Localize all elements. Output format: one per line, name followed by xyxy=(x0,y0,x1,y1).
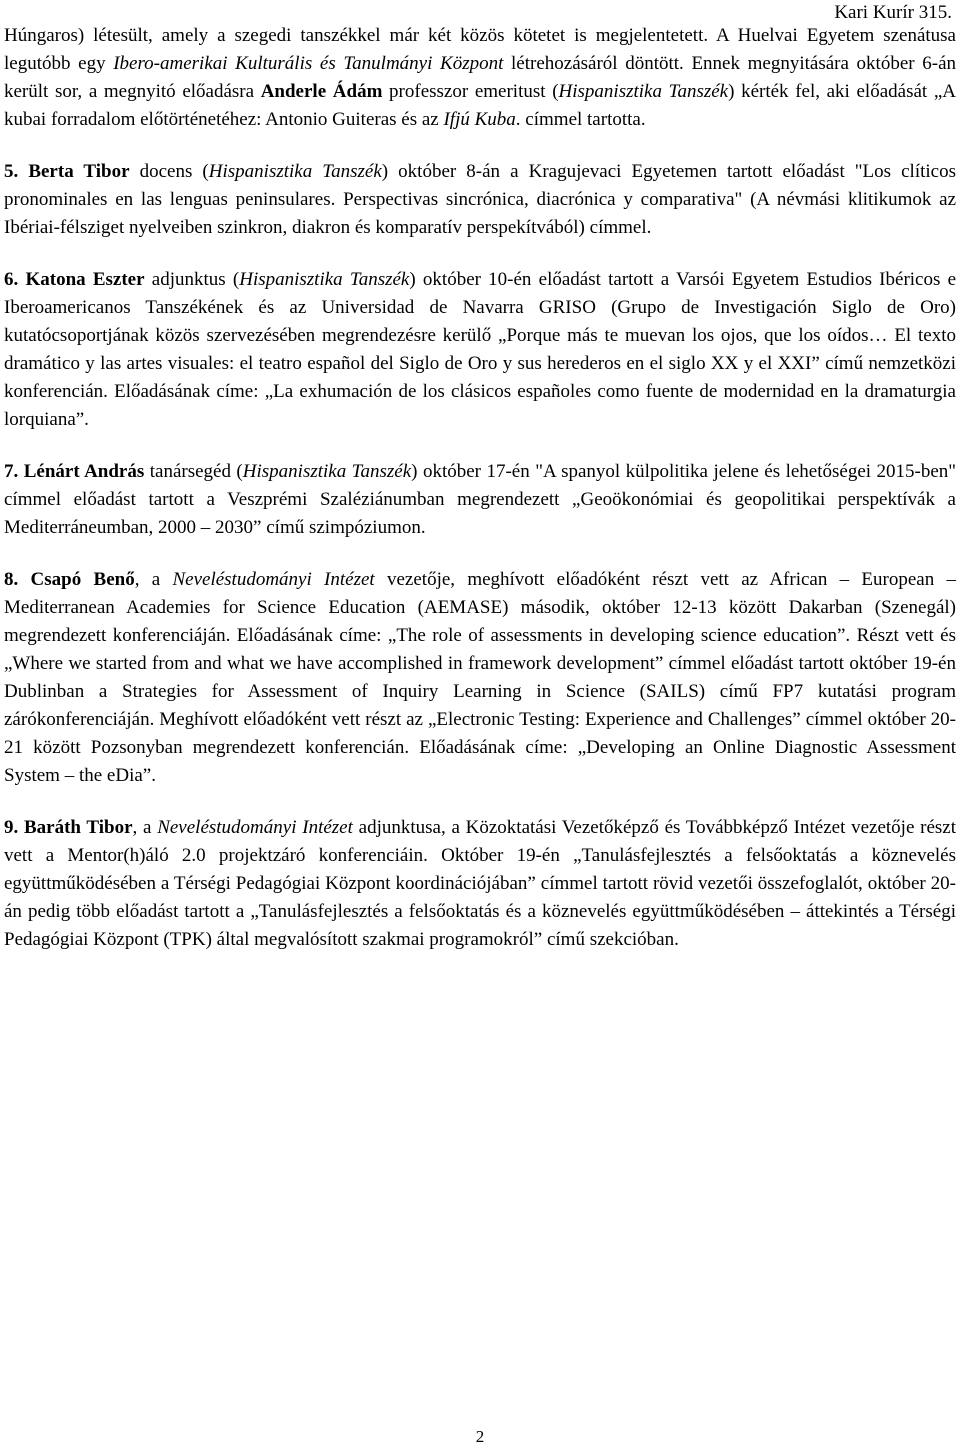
paragraph-text: ) október 10-én előadást tartott a Varsói Egyetem Estudios Ibéricos e Iberoamericanos Tanszékének és az Universidad de Navarra GRISO (Grupo de Investigación Siglo de Oro) kutatócsoportjának közös szervezésében megrendezésre kerülő „Porque más te muevan los ojos, que los oídos… El texto dramático y las artes visuales: el teatro español del Siglo de Oro y sus herederos en el siglo XX y el XXI” című nemzetközi konferencián. Előadásának címe: „La exhumación de los clásicos españoles como fuente de modernidad en la dramaturgia lorquiana”. xyxy=(4,269,957,430)
news-item-5 xyxy=(4,158,956,242)
paragraph-text: Húngaros) létesült, amely a szegedi tanszékkel már két közös kötetet is megjelentetett. A Huelvai Egyetem szenátusa legutóbb egy xyxy=(4,25,956,74)
paragraph-text: ) október 17-én "A spanyol külpolitika jelene és lehetőségei 2015-ben" címmel előadást tartott a Veszprémi Szaléziánumban megrendezett „Geoökonómiai és geopolitikai perspektívák a Mediterráneumban, 2000 – 2030” című szimpóziumon. xyxy=(4,461,957,538)
paragraph-text: adjunktus ( xyxy=(144,269,240,290)
paragraph-intro xyxy=(4,22,956,134)
paragraph-text: tanársegéd ( xyxy=(144,461,243,482)
item-number: 6. xyxy=(4,269,19,290)
department-name: Neveléstudományi Intézet xyxy=(157,817,353,838)
news-item-6 xyxy=(4,266,956,434)
person-name: Csapó Benő xyxy=(30,569,135,590)
news-item-8 xyxy=(4,566,956,790)
paragraph-text: , a xyxy=(134,569,173,590)
person-name: Baráth Tibor xyxy=(24,817,133,838)
page-header-title: Kari Kurír 315. xyxy=(834,2,952,23)
department-name: Hispanisztika Tanszék xyxy=(239,269,410,290)
item-number: 9. xyxy=(4,817,19,838)
person-name: Berta Tibor xyxy=(28,161,130,182)
paragraph-text: . címmel tartotta. xyxy=(515,109,646,130)
paragraph-text: létrehozásáról döntött. Ennek megnyitására október 6-án került sor, a megnyitó előadásra xyxy=(4,53,956,102)
department-name: Hispanisztika Tanszék xyxy=(558,81,729,102)
paragraph-text: ) október 8-án a Kragujevaci Egyetemen tartott előadást "Los clíticos pronominales en las lenguas peninsulares. Perspectivas sincrónica, diacrónica y comparativa" (A névmási klitikumok az Ibériai-félsziget nyelveiben szinkron, diakron és komparatív perspekítvából) címmel. xyxy=(4,161,956,238)
article-body xyxy=(4,22,956,978)
paragraph-text: , a xyxy=(132,817,158,838)
item-number: 7. xyxy=(4,461,19,482)
person-name: Anderle Ádám xyxy=(260,81,383,102)
person-name: Katona Eszter xyxy=(25,269,145,290)
paragraph-text: professzor emeritust ( xyxy=(382,81,559,102)
department-name: Hispanisztika Tanszék xyxy=(208,161,382,182)
center-name: Ibero-amerikai Kulturális és Tanulmányi Központ xyxy=(113,53,504,74)
department-name: Hispanisztika Tanszék xyxy=(242,461,412,482)
page-number: 2 xyxy=(475,1427,485,1446)
news-item-7 xyxy=(4,458,956,542)
item-number: 8. xyxy=(4,569,19,590)
paragraph-text: adjunktusa, a Közoktatási Vezetőképző és Továbbképző Intézet vezetője részt vett a Mentor(h)áló 2.0 projektzáró konferenciáin. Október 19-én „Tanulásfejlesztés a felsőoktatás a köznevelés együttműködésében a Térségi Pedagógiai Központ koordinációjában” címmel tartott rövid vezetői összefoglalót, október 20-án pedig több előadást tartott a „Tanulásfejlesztés a felsőoktatás és a köznevelés együttműködésében – áttekintés a Térségi Pedagógiai Központ (TPK) által megvalósított szakmai programokról” című szekcióban. xyxy=(4,817,957,950)
news-item-9 xyxy=(4,814,956,954)
paragraph-text: ) kérték fel, aki előadását „A kubai forradalom előtörténetéhez: Antonio Guiteras és az xyxy=(4,81,956,130)
department-name: Neveléstudományi Intézet xyxy=(172,569,375,590)
lecture-title-italic: Ifjú Kuba xyxy=(443,109,516,130)
item-number: 5. xyxy=(4,161,19,182)
paragraph-text: docens ( xyxy=(129,161,209,182)
paragraph-text: vezetője, meghívott előadóként részt vett az African – European – Mediterranean Academies for Science Education (AEMASE) második, október 12-13 között Dakarban (Szenegál) megrendezett konferenciáján. Előadásának címe: „The role of assessments in developing science education”. Részt vett és „Where we started from and what we have accomplished in framework development” címmel előadást tartott október 19-én Dublinban a Strategies for Assessment of Inquiry Learning in Science (SAILS) című FP7 kutatási program zárókonferenciáján. Meghívott előadóként vett részt az „Electronic Testing: Experience and Challenges” címmel október 20-21 között Pozsonyban megrendezett konferencián. Előadásának címe: „Developing an Online Diagnostic Assessment System – the eDia”. xyxy=(4,569,957,786)
person-name: Lénárt András xyxy=(23,461,145,482)
